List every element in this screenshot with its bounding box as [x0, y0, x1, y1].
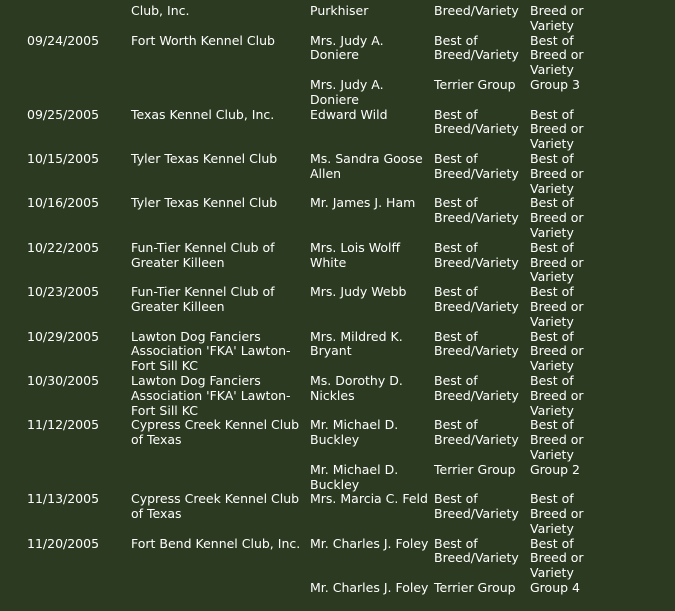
result-cell: Best of Breed or Variety [530, 535, 584, 581]
result-cell: Best of Breed or Variety [530, 239, 584, 285]
judge-cell: Ms. Sandra Goose Allen [310, 150, 423, 181]
club-cell: Tyler Texas Kennel Club [131, 150, 278, 166]
judge-cell: Mr. James J. Ham [310, 195, 416, 211]
award-cell: Best of Breed/Variety [434, 106, 519, 137]
show-results-table [23, 4, 586, 596]
award-cell: Breed/Variety [434, 3, 519, 18]
show-results-body [23, 4, 586, 596]
table-row [23, 78, 586, 108]
judge-cell: Mr. Michael D. Buckley [310, 417, 399, 448]
award-cell: Best of Breed/Variety [434, 195, 519, 226]
judge-cell: Edward Wild [310, 106, 388, 122]
award-cell: Best of Breed/Variety [434, 535, 519, 566]
date-cell: 11/13/2005 [27, 491, 100, 507]
result-cell: Group 3 [530, 76, 580, 92]
judge-cell: Purkhiser [310, 3, 369, 18]
date-cell: 10/22/2005 [27, 239, 100, 255]
date-cell: 09/25/2005 [27, 106, 100, 122]
award-cell: Best of Breed/Variety [434, 32, 519, 63]
date-cell [23, 78, 127, 108]
club-cell: Fort Bend Kennel Club, Inc. [131, 535, 301, 551]
judge-cell: Mrs. Marcia C. Feld [310, 491, 428, 507]
club-cell: Fort Worth Kennel Club [131, 32, 275, 48]
table-row [23, 4, 586, 34]
date-cell [23, 463, 127, 493]
club-cell: Club, Inc. [131, 3, 190, 18]
date-cell: 10/23/2005 [27, 284, 100, 300]
table-row [23, 537, 586, 581]
award-cell: Best of Breed/Variety [434, 150, 519, 181]
club-cell: Texas Kennel Club, Inc. [131, 106, 275, 122]
date-cell: 11/12/2005 [27, 417, 100, 433]
result-cell: Group 2 [530, 461, 580, 477]
judge-cell: Ms. Dorothy D. Nickles [310, 372, 403, 403]
table-row [23, 241, 586, 285]
award-cell: Best of Breed/Variety [434, 328, 519, 359]
result-cell: Breed or Variety [530, 3, 584, 33]
date-cell: 11/20/2005 [27, 535, 100, 551]
club-cell: Fun-Tier Kennel Club of Greater Killeen [131, 284, 275, 314]
award-cell: Best of Breed/Variety [434, 239, 519, 270]
date-cell: 10/29/2005 [27, 328, 100, 344]
date-cell: 10/15/2005 [27, 150, 100, 166]
judge-cell: Mrs. Judy A. Doniere [310, 76, 384, 107]
result-cell: Best of Breed or Variety [530, 372, 584, 418]
result-cell: Best of Breed or Variety [530, 284, 584, 329]
club-cell [127, 581, 306, 596]
result-cell: Best of Breed or Variety [530, 491, 584, 536]
table-row [23, 374, 586, 418]
award-cell: Terrier Group [434, 76, 516, 92]
club-cell: Cypress Creek Kennel Club of Texas [131, 417, 300, 448]
result-cell: Best of Breed or Variety [530, 328, 584, 374]
date-cell: 10/16/2005 [27, 195, 100, 211]
table-row [23, 108, 586, 152]
result-cell: Best of Breed or Variety [530, 150, 584, 196]
table-row [23, 492, 586, 536]
table-row [23, 581, 586, 596]
judge-cell: Mr. Charles J. Foley [310, 580, 429, 596]
result-cell: Group 4 [530, 580, 580, 596]
date-cell: 10/30/2005 [27, 372, 100, 388]
club-cell: Lawton Dog Fanciers Association 'FKA' Lawton-Fort Sill KC [131, 328, 291, 374]
award-cell: Best of Breed/Variety [434, 491, 519, 522]
club-cell: Fun-Tier Kennel Club of Greater Killeen [131, 239, 275, 270]
date-cell: 09/24/2005 [27, 32, 100, 48]
award-cell: Terrier Group [434, 580, 516, 596]
club-cell [127, 463, 306, 493]
award-cell: Best of Breed/Variety [434, 372, 519, 403]
club-cell [127, 78, 306, 108]
table-row [23, 34, 586, 78]
table-row [23, 285, 586, 329]
date-cell [23, 4, 127, 34]
table-row [23, 196, 586, 240]
judge-cell: Mrs. Judy A. Doniere [310, 32, 384, 63]
judge-cell: Mrs. Judy Webb [310, 284, 407, 300]
table-row [23, 463, 586, 493]
result-cell: Best of Breed or Variety [530, 417, 584, 462]
table-row [23, 330, 586, 374]
result-cell: Best of Breed or Variety [530, 195, 584, 240]
table-row [23, 418, 586, 462]
judge-cell: Mr. Charles J. Foley [310, 535, 429, 551]
club-cell: Tyler Texas Kennel Club [131, 195, 278, 211]
judge-cell: Mrs. Lois Wolff White [310, 239, 401, 270]
club-cell: Lawton Dog Fanciers Association 'FKA' Lawton-Fort Sill KC [131, 372, 291, 418]
judge-cell: Mrs. Mildred K. Bryant [310, 328, 403, 359]
date-cell [23, 581, 127, 596]
result-cell: Best of Breed or Variety [530, 106, 584, 152]
award-cell: Terrier Group [434, 461, 516, 477]
result-cell: Best of Breed or Variety [530, 32, 584, 78]
table-row [23, 152, 586, 196]
club-cell: Cypress Creek Kennel Club of Texas [131, 491, 300, 522]
award-cell: Best of Breed/Variety [434, 284, 519, 314]
award-cell: Best of Breed/Variety [434, 417, 519, 448]
judge-cell: Mr. Michael D. Buckley [310, 461, 399, 492]
